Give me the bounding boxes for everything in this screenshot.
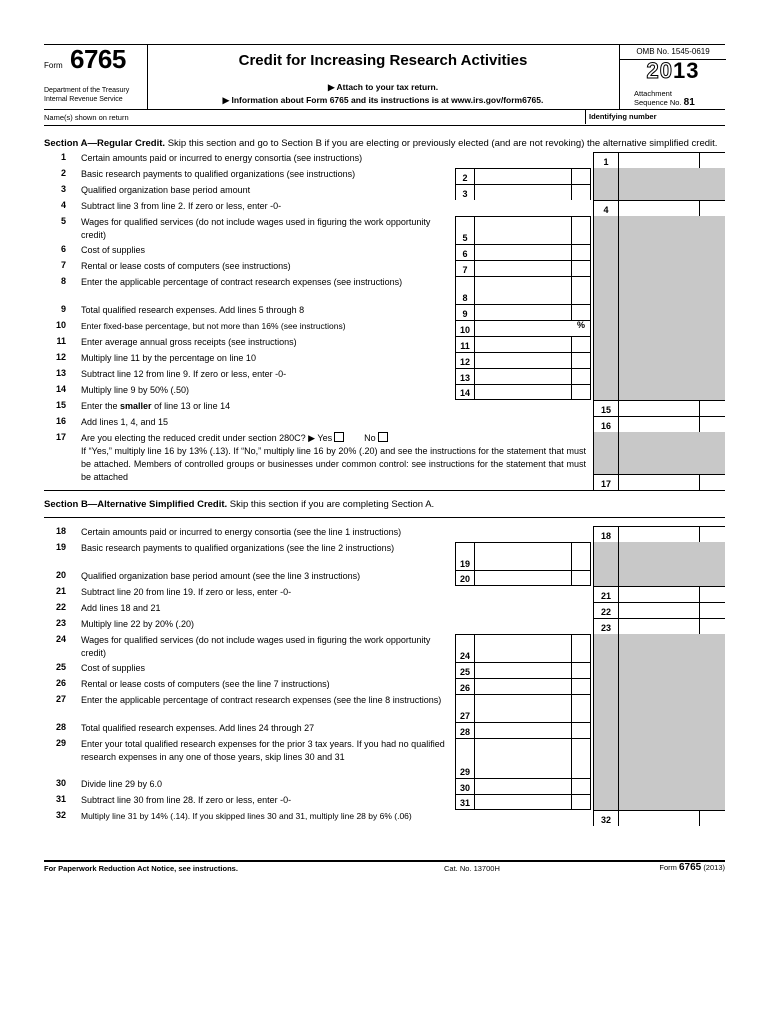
tax-year-solid: 13 xyxy=(673,58,700,83)
line-row xyxy=(44,244,725,260)
line-number: 20 xyxy=(55,570,66,580)
line-text: Certain amounts paid or incurred to energy consortia (see instructions) xyxy=(81,153,363,163)
line-box: 26 xyxy=(455,678,475,694)
amount-field[interactable] xyxy=(475,694,591,722)
omb-block xyxy=(619,45,726,109)
line-text: Rental or lease costs of computers (see instructions) xyxy=(81,261,291,271)
amount-field[interactable] xyxy=(475,276,591,304)
line-text: Subtract line 20 from line 19. If zero or less, enter -0- xyxy=(81,587,292,597)
line-number: 23 xyxy=(55,618,66,628)
line-number: 5 xyxy=(60,216,66,226)
amount-field[interactable] xyxy=(475,304,591,320)
name-id-row xyxy=(44,109,725,126)
line-box: 5 xyxy=(455,216,475,244)
line-text: Multiply line 11 by the percentage on line 10 xyxy=(81,353,256,363)
line-row xyxy=(44,384,725,400)
department-block xyxy=(44,86,129,104)
line-row xyxy=(44,586,725,602)
shaded-cell xyxy=(593,794,618,810)
form-id-block xyxy=(44,45,148,109)
section-a-lines xyxy=(44,152,725,491)
amount-field[interactable] xyxy=(475,634,591,662)
amount-field[interactable] xyxy=(618,618,725,634)
shaded-cell xyxy=(618,260,725,276)
shaded-cell xyxy=(593,738,618,778)
line-text: Basic research payments to qualified organizations (see the line 2 instructions) xyxy=(81,543,395,553)
shaded-cell xyxy=(593,384,618,400)
title-block xyxy=(148,45,618,109)
line-row xyxy=(44,216,725,244)
amount-field[interactable] xyxy=(475,244,591,260)
line-text: Rental or lease costs of computers (see the line 7 instructions) xyxy=(81,679,330,689)
line-box: 9 xyxy=(455,304,475,320)
footer-form-id: Form 6765 (2013) xyxy=(659,862,725,873)
shaded-cell xyxy=(618,184,725,200)
line-row xyxy=(44,810,725,826)
line-box: 22 xyxy=(593,602,618,618)
line-row xyxy=(44,260,725,276)
line-box: 7 xyxy=(455,260,475,276)
form-footer xyxy=(44,860,725,873)
shaded-cell xyxy=(593,320,618,336)
shaded-cell xyxy=(593,260,618,276)
sequence-number: 81 xyxy=(683,97,695,108)
amount-field[interactable] xyxy=(618,152,725,168)
line-number: 2 xyxy=(60,168,66,178)
line-box: 17 xyxy=(593,474,618,490)
line-box: 28 xyxy=(455,722,475,738)
line-number: 10 xyxy=(55,320,66,330)
shaded-cell xyxy=(618,570,725,586)
amount-field[interactable] xyxy=(475,794,591,810)
amount-field[interactable] xyxy=(475,722,591,738)
amount-field[interactable] xyxy=(618,810,725,826)
amount-field[interactable] xyxy=(475,168,591,184)
line-text: Multiply line 31 by 14% (.14). If you skipped lines 30 and 31, multiply line 28 by 6% (.06) xyxy=(81,811,412,821)
line-number: 26 xyxy=(55,678,66,688)
line-text: Wages for qualified services (do not include wages used in figuring the work opportunity credit) xyxy=(81,217,431,240)
line-number: 1 xyxy=(60,152,66,162)
shaded-cell xyxy=(618,244,725,260)
section-a-heading xyxy=(44,138,725,150)
amount-field[interactable] xyxy=(475,216,591,244)
sequence-label: Sequence No. xyxy=(634,98,682,107)
line-row xyxy=(44,184,725,200)
line-number: 13 xyxy=(55,368,66,378)
shaded-cell xyxy=(618,276,725,304)
shaded-cell xyxy=(593,662,618,678)
form-number: 6765 xyxy=(70,44,126,74)
line-row xyxy=(44,200,725,216)
line-box: 31 xyxy=(455,794,475,810)
shaded-cell xyxy=(618,432,725,474)
paperwork-notice: For Paperwork Reduction Act Notice, see instructions. xyxy=(44,864,238,873)
line-text: Multiply line 9 by 50% (.50) xyxy=(81,385,190,395)
shaded-cell xyxy=(593,368,618,384)
line-text: Enter your total qualified research expenses for the prior 3 tax years. If you had no qualified research expenses in any one of those years, skip lines 30 and 31 xyxy=(81,739,445,762)
line-box: 8 xyxy=(455,276,475,304)
shaded-cell xyxy=(593,304,618,320)
shaded-cell xyxy=(618,384,725,400)
attachment-sequence xyxy=(634,89,695,107)
line-number: 12 xyxy=(55,352,66,362)
line-row xyxy=(44,618,725,634)
line-text: Enter fixed-base percentage, but not more than 16% (see instructions) xyxy=(81,321,346,331)
amount-field[interactable] xyxy=(475,260,591,276)
line-row xyxy=(44,602,725,618)
line-box: 30 xyxy=(455,778,475,794)
line-text: Subtract line 12 from line 9. If zero or less, enter -0- xyxy=(81,369,287,379)
line-text: Cost of supplies xyxy=(81,663,146,673)
line-number: 14 xyxy=(55,384,66,394)
line-box: 4 xyxy=(593,200,618,216)
line-box: 29 xyxy=(455,738,475,778)
line-text: Cost of supplies xyxy=(81,245,146,255)
amount-field[interactable] xyxy=(475,384,591,400)
shaded-cell xyxy=(593,276,618,304)
amount-field[interactable] xyxy=(618,400,725,416)
line-text: Enter average annual gross receipts (see instructions) xyxy=(81,337,297,347)
line-row xyxy=(44,432,725,491)
amount-field[interactable] xyxy=(618,416,725,432)
line-row xyxy=(44,400,725,416)
line-box: 1 xyxy=(593,152,618,168)
omb-number: OMB No. 1545-0619 xyxy=(620,47,726,60)
line-text: Subtract line 3 from line 2. If zero or less, enter -0- xyxy=(81,201,282,211)
amount-field[interactable] xyxy=(475,662,591,678)
line-number: 15 xyxy=(55,400,66,410)
line-number: 4 xyxy=(60,200,66,210)
line-number: 31 xyxy=(55,794,66,804)
line-text: Total qualified research expenses. Add lines 5 through 8 xyxy=(81,305,305,315)
line-box: 12 xyxy=(455,352,475,368)
line-box: 27 xyxy=(455,694,475,722)
shaded-cell xyxy=(593,244,618,260)
shaded-cell xyxy=(593,432,618,474)
shaded-cell xyxy=(618,634,725,662)
info-note: ▶ Information about Form 6765 and its instructions is at www.irs.gov/form6765. xyxy=(222,95,544,105)
line-box: 2 xyxy=(455,168,475,184)
percent-sign: % xyxy=(577,320,586,330)
line-box: 25 xyxy=(455,662,475,678)
line-row xyxy=(44,542,725,570)
attach-note: ▶ Attach to your tax return. xyxy=(327,82,439,92)
line-box: 15 xyxy=(593,400,618,416)
amount-field[interactable] xyxy=(475,368,591,384)
amount-field[interactable] xyxy=(475,184,591,200)
line-text: Qualified organization base period amount xyxy=(81,185,251,195)
department: Department of the Treasury xyxy=(44,87,130,94)
line-row xyxy=(44,738,725,778)
line-number: 29 xyxy=(55,738,66,748)
line-text: Certain amounts paid or incurred to energy consortia (see the line 1 instructions) xyxy=(81,527,402,537)
line-number: 30 xyxy=(55,778,66,788)
line-box: 6 xyxy=(455,244,475,260)
irs-name: Internal Revenue Service xyxy=(44,96,123,103)
shaded-cell xyxy=(618,694,725,722)
line-number: 3 xyxy=(60,184,66,194)
shaded-cell xyxy=(618,722,725,738)
line-number: 19 xyxy=(55,542,66,552)
form-title: Credit for Increasing Research Activities xyxy=(238,52,528,69)
line-box: 32 xyxy=(593,810,618,826)
shaded-cell xyxy=(593,570,618,586)
catalog-number: Cat. No. 13700H xyxy=(444,864,500,873)
line-row xyxy=(44,634,725,662)
line-number: 16 xyxy=(55,416,66,426)
shaded-cell xyxy=(593,678,618,694)
line-row xyxy=(44,352,725,368)
section-a-title: Section A—Regular Credit. xyxy=(44,138,166,149)
line-row xyxy=(44,778,725,794)
line-box: 24 xyxy=(455,634,475,662)
line-box: 13 xyxy=(455,368,475,384)
line-row xyxy=(44,368,725,384)
line-number: 11 xyxy=(56,336,66,346)
amount-field[interactable] xyxy=(618,586,725,602)
form-page xyxy=(44,44,725,826)
line-row xyxy=(44,794,725,810)
shaded-cell xyxy=(593,352,618,368)
form-header xyxy=(44,44,725,109)
line-row xyxy=(44,336,725,352)
line-text: Multiply line 22 by 20% (.20) xyxy=(81,619,195,629)
tax-year-outline: 20 xyxy=(646,58,673,83)
line-row xyxy=(44,570,725,586)
line-number: 6 xyxy=(60,244,66,254)
shaded-cell xyxy=(618,662,725,678)
amount-field[interactable] xyxy=(475,778,591,794)
shaded-cell xyxy=(618,320,725,336)
line-box: 14 xyxy=(455,384,475,400)
line-text: Qualified organization base period amount (see the line 3 instructions) xyxy=(81,571,361,581)
line-box: 11 xyxy=(455,336,475,352)
line-row xyxy=(44,722,725,738)
line-number: 32 xyxy=(55,810,66,820)
shaded-cell xyxy=(593,542,618,570)
line-row xyxy=(44,152,725,168)
amount-field[interactable] xyxy=(618,526,725,542)
line-row xyxy=(44,526,725,542)
line-text: Enter the applicable percentage of contract research expenses (see instructions) xyxy=(81,277,403,287)
line-text: Enter the applicable percentage of contract research expenses (see the line 8 instructions) xyxy=(81,695,442,705)
amount-field[interactable] xyxy=(618,200,725,216)
shaded-cell xyxy=(618,778,725,794)
line-number: 7 xyxy=(60,260,66,270)
shaded-cell xyxy=(593,184,618,200)
shaded-cell xyxy=(618,542,725,570)
shaded-cell xyxy=(618,216,725,244)
line-box: 20 xyxy=(455,570,475,586)
amount-field[interactable] xyxy=(475,352,591,368)
shaded-cell xyxy=(593,634,618,662)
line-text: Basic research payments to qualified organizations (see instructions) xyxy=(81,169,356,179)
shaded-cell xyxy=(593,216,618,244)
line-number: 25 xyxy=(55,662,66,672)
line-text: Add lines 1, 4, and 15 xyxy=(81,417,169,427)
line-text: Divide line 29 by 6.0 xyxy=(81,779,163,789)
line-box: 10 xyxy=(455,320,475,336)
no-checkbox[interactable] xyxy=(378,432,388,442)
yes-checkbox[interactable] xyxy=(334,432,344,442)
line-text: Total qualified research expenses. Add lines 24 through 27 xyxy=(81,723,315,733)
line-box: 23 xyxy=(593,618,618,634)
shaded-cell xyxy=(618,352,725,368)
line-row xyxy=(44,276,725,304)
line-box: 18 xyxy=(593,526,618,542)
line-text: Add lines 18 and 21 xyxy=(81,603,161,613)
shaded-cell xyxy=(618,336,725,352)
line-text: Are you electing the reduced credit under section 280C? ▶ Yes No If “Yes,” multiply line 16 by 13% (.13). If “No,” multiply line 16 by 20% (.20) and see the instructions for the statement that must be attached. Members of controlled groups or businesses under common control: see instructions for the statement that must be attached xyxy=(81,433,586,482)
line-box: 21 xyxy=(593,586,618,602)
line-row xyxy=(44,416,725,432)
shaded-cell xyxy=(618,368,725,384)
section-b-heading xyxy=(44,499,725,518)
line-number: 9 xyxy=(60,304,66,314)
attachment-label: Attachment xyxy=(634,89,672,98)
shaded-cell xyxy=(618,794,725,810)
line-number: 17 xyxy=(55,432,66,442)
line-box: 19 xyxy=(455,542,475,570)
line-row xyxy=(44,662,725,678)
shaded-cell xyxy=(618,304,725,320)
shaded-cell xyxy=(593,722,618,738)
amount-field[interactable] xyxy=(475,738,591,778)
line-number: 28 xyxy=(55,722,66,732)
line-row xyxy=(44,678,725,694)
tax-year xyxy=(620,58,726,84)
line-number: 8 xyxy=(60,276,66,286)
section-b-title: Section B—Alternative Simplified Credit. xyxy=(44,499,228,510)
line-box: 16 xyxy=(593,416,618,432)
amount-field[interactable] xyxy=(475,570,591,586)
percentage-field[interactable] xyxy=(475,320,591,336)
section-b-note: Skip this section if you are completing Section A. xyxy=(227,499,435,510)
shaded-cell xyxy=(618,678,725,694)
form-word: Form xyxy=(44,61,63,70)
amount-field[interactable] xyxy=(618,474,725,490)
amount-field[interactable] xyxy=(475,678,591,694)
section-a-note: Skip this section and go to Section B if you are electing or previously elected (and are not revoking) the alternative simplified credit. xyxy=(165,138,718,149)
shaded-cell xyxy=(618,738,725,778)
shaded-cell xyxy=(618,168,725,184)
amount-field[interactable] xyxy=(618,602,725,618)
shaded-cell xyxy=(593,778,618,794)
line-row xyxy=(44,694,725,722)
line-text: Subtract line 30 from line 28. If zero or less, enter -0- xyxy=(81,795,292,805)
amount-field[interactable] xyxy=(475,542,591,570)
line-number: 21 xyxy=(55,586,66,596)
line-row xyxy=(44,168,725,184)
line-number: 24 xyxy=(55,634,66,644)
line-text: Wages for qualified services (do not include wages used in figuring the work opportunity credit) xyxy=(81,635,431,658)
identifying-number-label: Identifying number xyxy=(585,109,657,124)
shaded-cell xyxy=(593,336,618,352)
section-b-lines xyxy=(44,526,725,826)
line-number: 22 xyxy=(55,602,66,612)
names-label: Name(s) shown on return xyxy=(44,113,129,122)
line-row xyxy=(44,320,725,336)
line-row xyxy=(44,304,725,320)
shaded-cell xyxy=(593,694,618,722)
line-number: 18 xyxy=(55,526,66,536)
line-text: Enter the smaller of line 13 or line 14 xyxy=(81,401,231,411)
line-number: 27 xyxy=(55,694,66,704)
shaded-cell xyxy=(593,168,618,184)
amount-field[interactable] xyxy=(475,336,591,352)
line-box: 3 xyxy=(455,184,475,200)
